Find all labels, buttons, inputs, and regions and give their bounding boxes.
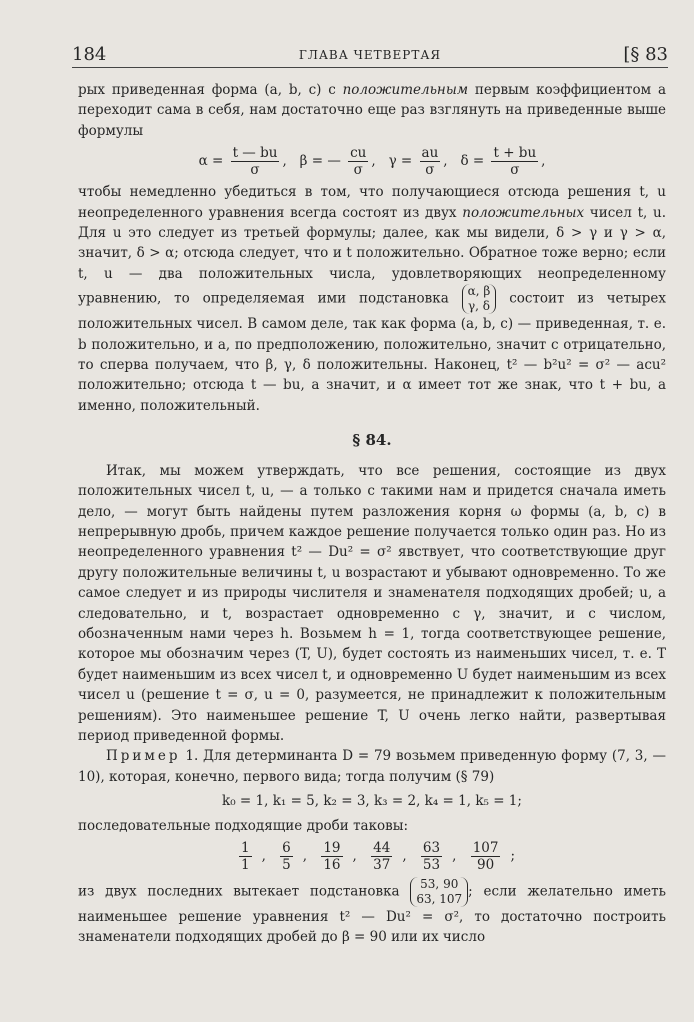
section-marker: [§ 83 [623, 44, 668, 65]
convergent-fraction: $\frac{107}{90}$ [472, 840, 499, 873]
substitution-matrix: α, β γ, δ [462, 284, 497, 314]
page-body [78, 80, 666, 948]
convergent-fractions: $\frac{1}{1}$ , $\frac{6}{5}$ , $\frac{19}{16}$ , $\frac{44}{37}$ , $\frac{63}{53}$ , $\frac{107}{90}$ ; [240, 840, 516, 873]
convergent-fraction: $\frac{19}{16}$ [323, 840, 341, 873]
convergent-fraction: $\frac{63}{53}$ [422, 840, 441, 873]
fraction-delta: $\frac{t + bu}{\sigma}$ [493, 145, 537, 179]
substitution-matrix-numeric: 53, 90 63, 107 [410, 877, 468, 907]
paragraph-last: из двух последних вытекает подстановка 53, 90 63, 107 ; если желательно иметь наименьшее решение уравнения t² — Du² = σ², то достаточно построить знаменатели подходящих дробей до β = 90 или их число [78, 877, 666, 946]
paragraph-3: Итак, мы можем утверждать, что все решения, состоящие из двух положительных чисел t, u, — а только с такими нам и придется сначала иметь дело, — могут быть найдены путем разложения корня ω формы (a, b, c) в непрерывную дробь, причем каждое решение получается только один раз. Но из неопределенного уравнения t² — Du² = σ² явствует, что соответствующие друг другу положительные величины t, u возрастают и убывают одновременно. То же самое следует и из природы числителя и знаменателя подходящих дробей; u, а следовательно, и t, возрастает одновременно с γ, значит, и с числом, обозначенным нами через h. Возьмем h = 1, тогда соответствующее решение, которое мы обозначим через (T, U), будет состоять из наименьших чисел, т. е. T будет наименьшим из всех чисел t, и одновременно U будет наименьшим из всех чисел u (решение t = σ, u = 0, разумеется, не принадлежит к положительным решениям). Это наименьшее решение T, U очень легко найти, развертывая период приведенной формы. [78, 462, 666, 744]
paragraph-convergents: последовательные подходящие дроби таковы: [78, 817, 409, 834]
fraction-gamma: $\frac{au}{\sigma}$ [421, 145, 439, 179]
convergent-fraction: $\frac{6}{5}$ [282, 840, 291, 873]
page-number: 184 [72, 44, 107, 65]
header-rule [72, 67, 668, 68]
paragraph-2: чтобы немедленно убедиться в том, что получающиеся отсюда решения t, u неопределенного уравнения всегда состоят из двух положительных чисел t, u. Для u это следует из третьей формулы; далее, как мы видели, δ > γ и γ > α, значит, δ > α; отсюда следует, что и t положительно. Обратное тоже верно; если t, u — два положительных числа, удовлетворяющих неопределенному уравнению, то определяемая ими подстановка α, β γ, δ состоит из четырех положительных чисел. В самом деле, так как форма (a, b, c) — приведенная, т. е. b положительно, и a, по предположению, положительно, значит c отрицательно, то сперва получаем, что β, γ, δ положительны. Наконец, t² — b²u² = σ² — acu² положительно; отсюда t — bu, а значит, и α имеет тот же знак, что t + bu, а именно, положительный. [78, 184, 667, 414]
formula-substitution: α = $\frac{t — bu}{\sigma}$ , β = — $\frac{cu}{\sigma}$ , γ = $\frac{au}{\sigma}$ , δ = $\frac{t + bu}{\sigma}$ , [198, 145, 546, 179]
section-heading: § 84. [352, 431, 392, 450]
example-paragraph: Пример 1. Для детерминанта D = 79 возьмем приведенную форму (7, 3, — 10), которая, конечно, первого вида; тогда получим (§ 79) [78, 748, 666, 785]
k-values-line: k₀ = 1, k₁ = 5, k₂ = 3, k₃ = 2, k₄ = 1, k₅ = 1; [222, 793, 522, 810]
chapter-title: ГЛАВА ЧЕТВЕРТАЯ [298, 48, 442, 62]
running-header [72, 44, 668, 66]
convergent-fraction: $\frac{44}{37}$ [373, 840, 391, 873]
convergent-fraction: $\frac{1}{1}$ [240, 840, 250, 873]
fraction-alpha: $\frac{t — bu}{\sigma}$ [232, 145, 278, 179]
paragraph-1: рых приведенная форма (a, b, c) с положительным первым коэффициентом a переходит сама в себя, нам достаточно еще раз взглянуть на приведенные выше формулы [78, 82, 666, 139]
fraction-beta: $\frac{cu}{\sigma}$ [350, 145, 367, 179]
